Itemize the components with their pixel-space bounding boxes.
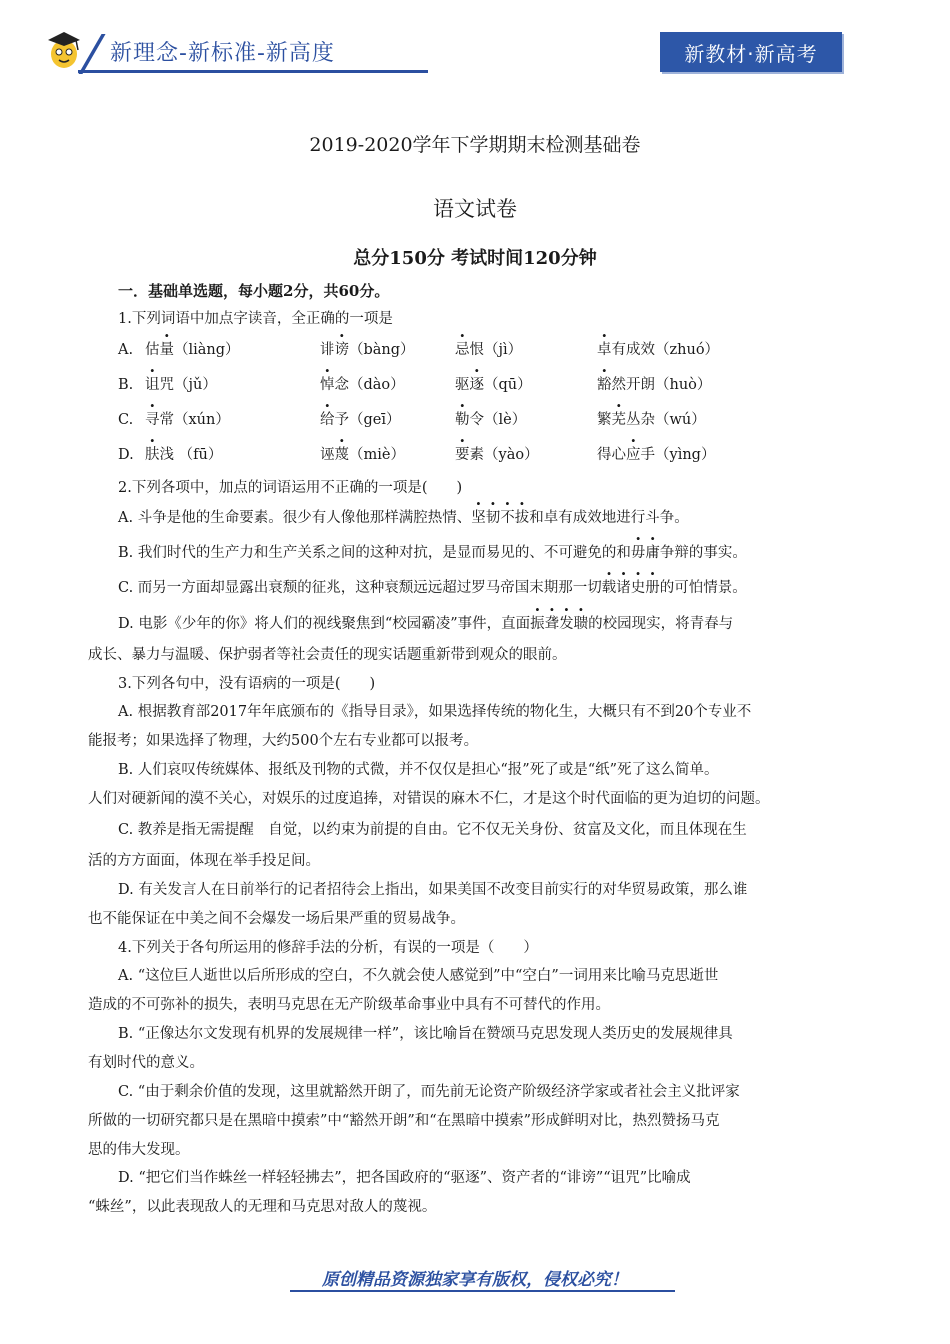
q2-option-a: A. 斗争是他的生命要素。很少有人像他那样满腔热情、坚韧不拔和卓有成效地进行斗争。 bbox=[118, 510, 689, 526]
q4-stem: 4.下列关于各句所运用的修辞手法的分析，有误的一项是（ ） bbox=[118, 940, 538, 956]
copyright-footer: 原创精品资源独家享有版权，侵权必究！ bbox=[322, 1270, 628, 1290]
q4-option-c: C. “由于剩余价值的发现，这里就豁然开朗了，而先前无论资产阶级经济学家或者社会主义批评家 bbox=[118, 1084, 740, 1100]
q1-word: 繁芜丛杂（wú） bbox=[597, 412, 706, 428]
q3-option-c: C. 教养是指无需提醒 自觉，以约束为前提的自由。它不仅无关身份、贫富及文化，而且体现在生 bbox=[118, 822, 747, 838]
dotted-word: 毋庸 bbox=[630, 545, 660, 561]
q4-option-b: B. “正像达尔文发现有机界的发展规律一样”，该比喻旨在赞颂马克思发现人类历史的发展规律具 bbox=[118, 1026, 733, 1042]
q1-row-label: B. bbox=[118, 377, 134, 393]
q1-word: 悼念（dào） bbox=[320, 377, 405, 393]
q4-option-c-cont2: 思的伟大发现。 bbox=[88, 1142, 190, 1158]
dotted-word: 振聋发聩 bbox=[530, 616, 589, 632]
q2-option-c: C. 而另一方面却显露出衰颓的征兆，这种衰颓远远超过罗马帝国末期那一切载诸史册的可怕情景。 bbox=[118, 580, 747, 596]
q1-row-label: C. bbox=[118, 412, 134, 428]
q1-word: 给予（geī） bbox=[320, 412, 401, 428]
q4-option-b-cont: 有划时代的意义。 bbox=[88, 1055, 204, 1071]
q1-word: 肤浅 （fū） bbox=[145, 447, 223, 463]
q1-word: 要素（yào） bbox=[455, 447, 539, 463]
brand-header bbox=[38, 26, 398, 76]
q1-word: 诽谤（bàng） bbox=[320, 342, 415, 358]
q2-option-b: B. 我们时代的生产力和生产关系之间的这种对抗，是显而易见的、不可避免的和毋庸争辩的事实。 bbox=[118, 545, 747, 561]
q1-word: 得心应手（yìng） bbox=[597, 447, 716, 463]
q1-word: 豁然开朗（huò） bbox=[597, 377, 712, 393]
section-heading: 一．基础单选题，每小题2分，共60分。 bbox=[118, 282, 390, 300]
exam-info: 总分150分 考试时间120分钟 bbox=[353, 248, 597, 269]
q1-word: 诬蔑（miè） bbox=[320, 447, 405, 463]
q1-word: 驱逐（qū） bbox=[455, 377, 532, 393]
q1-row-label: D. bbox=[118, 447, 134, 463]
q1-stem: 1.下列词语中加点字读音，全正确的一项是 bbox=[118, 311, 393, 327]
q4-option-a-cont: 造成的不可弥补的损失，表明马克思在无产阶级革命事业中具有不可替代的作用。 bbox=[88, 997, 610, 1013]
dotted-word: 坚韧不拔 bbox=[471, 510, 530, 526]
q3-option-a: A. 根据教育部2017年年底颁布的《指导目录》，如果选择传统的物化生，大概只有不到20个专业不 bbox=[118, 704, 752, 720]
brand-slogan: 新理念-新标准-新高度 bbox=[110, 41, 335, 66]
q1-word: 卓有成效（zhuó） bbox=[597, 342, 720, 358]
q3-option-d-cont: 也不能保证在中美之间不会爆发一场后果严重的贸易战争。 bbox=[88, 911, 465, 927]
q4-option-c-cont: 所做的一切研究都只是在黑暗中摸索”中“豁然开朗”和“在黑暗中摸索”形成鲜明对比，热烈赞扬马克 bbox=[88, 1113, 720, 1129]
q3-option-a-cont: 能报考；如果选择了物理，大约500个左右专业都可以报考。 bbox=[88, 733, 479, 749]
q1-word: 寻常（xún） bbox=[145, 412, 230, 428]
q1-word: 忌恨（jì） bbox=[455, 342, 523, 358]
q2-option-d: D. 电影《少年的你》将人们的视线聚焦到“校园霸凌”事件，直面振聋发聩的校园现实，将青春与 bbox=[118, 616, 734, 632]
q4-option-d-cont: “蛛丝”，以此表现敌人的无理和马克思对敌人的蔑视。 bbox=[88, 1199, 437, 1215]
exam-title: 2019-2020学年下学期期末检测基础卷 bbox=[309, 134, 641, 156]
q4-option-d: D. “把它们当作蛛丝一样轻轻拂去”，把各国政府的“驱逐”、资产者的“诽谤”“诅咒”比喻成 bbox=[118, 1170, 691, 1186]
q1-row-label: A. bbox=[118, 342, 134, 358]
q3-option-d: D. 有关发言人在日前举行的记者招待会上指出，如果美国不改变目前实行的对华贸易政策，那么谁 bbox=[118, 882, 748, 898]
q1-word: 勒令（lè） bbox=[455, 412, 527, 428]
q3-option-c-cont: 活的方方面面，体现在举手投足间。 bbox=[88, 853, 320, 869]
graduate-mascot-icon bbox=[42, 28, 86, 72]
q3-option-b-cont: 人们对硬新闻的漠不关心，对娱乐的过度追捧，对错误的麻木不仁，才是这个时代面临的更为迫切的问题。 bbox=[88, 791, 770, 807]
q1-word: 诅咒（jǔ） bbox=[145, 377, 217, 393]
subject-title: 语文试卷 bbox=[433, 197, 517, 221]
q1-word: 估量（liàng） bbox=[145, 342, 240, 358]
q2-option-d-cont: 成长、暴力与温暖、保护弱者等社会责任的现实话题重新带到观众的眼前。 bbox=[88, 647, 567, 663]
q3-stem: 3.下列各句中，没有语病的一项是( ) bbox=[118, 676, 376, 692]
q3-option-b: B. 人们哀叹传统媒体、报纸及刊物的式微，并不仅仅是担心“报”死了或是“纸”死了这么简单。 bbox=[118, 762, 719, 778]
brand-underline bbox=[78, 70, 428, 73]
dotted-word: 载诸史册 bbox=[601, 580, 660, 596]
footer-underline bbox=[290, 1290, 675, 1292]
q4-option-a: A. “这位巨人逝世以后所形成的空白，不久就会使人感觉到”中“空白”一词用来比喻马克思逝世 bbox=[118, 968, 719, 984]
q2-stem: 2.下列各项中，加点的词语运用不正确的一项是( ) bbox=[118, 480, 463, 496]
header-badge: 新教材·新高考 bbox=[660, 32, 842, 72]
